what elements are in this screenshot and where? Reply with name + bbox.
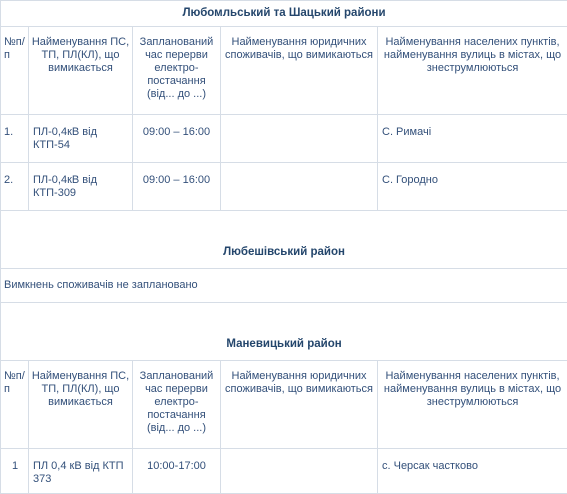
row-object: ПЛ 0,4 кВ від КТП 373 <box>29 449 133 494</box>
table-header-row <box>1 27 567 115</box>
row-places: С. Городно <box>378 163 567 211</box>
section-title: Маневицький район <box>1 329 567 361</box>
section-heading-row <box>1 329 567 361</box>
row-time: 09:00 – 16:00 <box>133 163 221 211</box>
header-consumers: Найменування юридичних споживачів, що вимикаються <box>221 27 378 115</box>
row-object: ПЛ-0,4кВ від КТП-54 <box>29 115 133 163</box>
section-title: Любомльський та Шацький райони <box>1 1 567 27</box>
header-object: Найменування ПС, ТП, ПЛ(КЛ), що вимикається <box>29 361 133 449</box>
row-places: С. Римачі <box>378 115 567 163</box>
table-row <box>1 163 567 211</box>
row-consumers <box>221 163 378 211</box>
spacer-row <box>1 303 567 329</box>
no-outage-note: Вимкнень споживачів не заплановано <box>1 269 567 303</box>
row-number: 2. <box>1 163 29 211</box>
header-time: Запланований час перерви електро-постачання (від... до ...) <box>133 361 221 449</box>
header-object: Найменування ПС, ТП, ПЛ(КЛ), що вимикається <box>29 27 133 115</box>
spacer-row <box>1 211 567 237</box>
header-places: Найменування населених пунктів, найменування вулиць в містах, що знеструмлюються <box>378 27 567 115</box>
section-heading-row <box>1 1 567 27</box>
table-row <box>1 115 567 163</box>
row-object: ПЛ-0,4кВ від КТП-309 <box>29 163 133 211</box>
table-row <box>1 449 567 494</box>
row-consumers <box>221 115 378 163</box>
table-header-row <box>1 361 567 449</box>
row-time: 10:00-17:00 <box>133 449 221 494</box>
row-number: 1 <box>1 449 29 494</box>
header-time: Запланований час перерви електро-постачання (від... до ...) <box>133 27 221 115</box>
header-places: Найменування населених пунктів, найменування вулиць в містах, що знеструмлюються <box>378 361 567 449</box>
header-consumers: Найменування юридичних споживачів, що вимикаються <box>221 361 378 449</box>
section-title: Любешівський район <box>1 237 567 269</box>
header-number: №п/п <box>1 361 29 449</box>
header-number: №п/п <box>1 27 29 115</box>
row-time: 09:00 – 16:00 <box>133 115 221 163</box>
section-heading-row <box>1 237 567 269</box>
no-outage-note-row <box>1 269 567 303</box>
row-places: с. Черсак частково <box>378 449 567 494</box>
row-number: 1. <box>1 115 29 163</box>
row-consumers <box>221 449 378 494</box>
